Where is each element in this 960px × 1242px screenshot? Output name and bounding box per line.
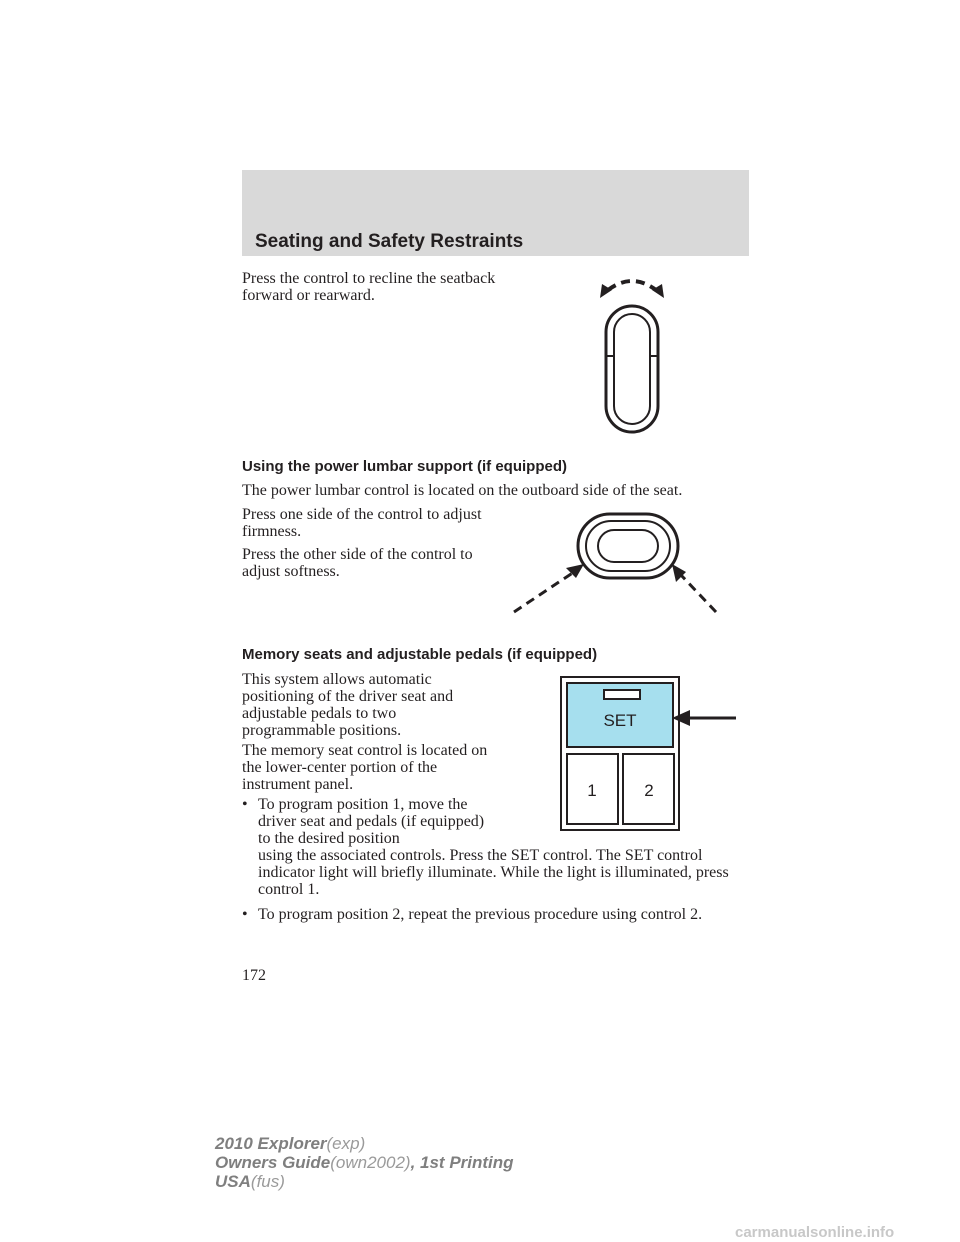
footer-guide: Owners Guide [215,1153,331,1172]
bullet-1: • [242,796,248,813]
lumbar-switch-inner [598,530,658,562]
set-indicator-light [604,690,640,699]
recline-switch-inner [614,314,650,424]
lumbar-firmness: Press one side of the control to adjust firmness. [242,506,482,540]
memory-heading: Memory seats and adjustable pedals (if equipped) [242,646,598,663]
memory-location: The memory seat control is located on the lower-center portion of the instrument panel. [242,742,488,793]
lumbar-heading: Using the power lumbar support (if equipped) [242,458,567,475]
footer-model-code: (exp) [326,1134,366,1153]
lumbar-softness: Press the other side of the control to adjust softness. [242,546,473,580]
footer-guide-code: (own2002) [330,1153,411,1172]
lumbar-arrow-right [680,574,716,612]
watermark: carmanualsonline.info [735,1224,895,1241]
memory-button-2-label: 2 [644,781,654,800]
footer-market-code: (fus) [250,1172,285,1191]
bullet-1-text-a: To program position 1, move the driver seat and pedals (if equipped) to the desired position [258,796,485,847]
recline-instruction: Press the control to recline the seatback forward or rearward. [242,270,496,304]
set-label: SET [603,711,637,730]
bullet-2: • [242,906,248,923]
footer-model: 2010 Explorer [215,1134,327,1153]
recline-arrow-arc [608,281,656,290]
recline-control-diagram [590,276,674,436]
bullet-1-text-b: using the associated controls. Press the SET control. The SET control indicator light will briefly illuminate. While the light is illuminated, press control 1. [258,847,729,898]
memory-description: This system allows automatic positioning of the driver seat and adjustable pedals to two programmable positions. [242,671,454,739]
memory-button-1-label: 1 [587,781,597,800]
page-number: 172 [242,967,266,984]
lumbar-arrow-left [514,572,574,612]
lumbar-control-diagram [508,512,722,618]
memory-seat-control-diagram [560,676,740,832]
footer-printing: , 1st Printing [410,1153,514,1172]
lumbar-intro: The power lumbar control is located on the outboard side of the seat. [242,482,683,499]
document-footer [215,1134,514,1191]
section-title: Seating and Safety Restraints [255,231,524,252]
footer-market: USA [215,1172,251,1191]
bullet-2-text: To program position 2, repeat the previous procedure using control 2. [258,906,703,923]
